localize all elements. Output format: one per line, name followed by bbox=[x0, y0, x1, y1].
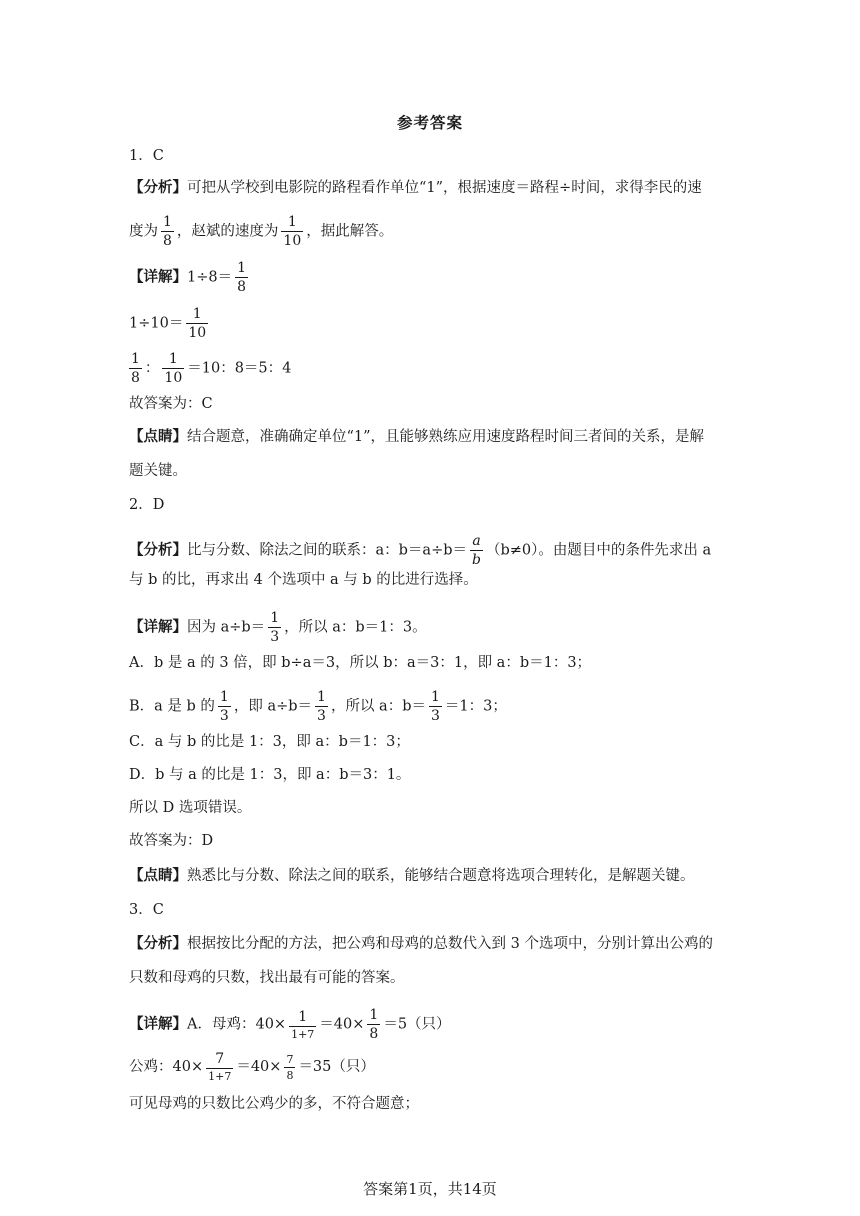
fraction: $\frac{1}{8}$ bbox=[131, 351, 140, 386]
fraction: $\frac{1}{10}$ bbox=[283, 214, 302, 249]
q2-option-a: A．b 是 a 的 3 倍，即 b÷a＝3，所以 b：a＝3：1，即 a：b＝1：3； bbox=[129, 655, 592, 671]
fraction: $\frac{a}{b}$ bbox=[472, 533, 481, 568]
fraction: $\frac{7}{1+7}$ bbox=[208, 1051, 232, 1083]
q3-detail-hen: 【详解】A．母鸡：40× $\frac{1}{1+7}$ ＝40× $\frac{1}{8}$ ＝5（只） bbox=[129, 1007, 451, 1042]
q2-analysis-line1: 【分析】比与分数、除法之间的联系：a：b＝a÷b＝ $\frac{a}{b}$ （b≠0）。由题目中的条件先求出 a bbox=[129, 533, 712, 568]
q1-comment-line1: 【点睛】结合题意，准确确定单位“1”，且能够熟练应用速度路程时间三者间的关系，是解 bbox=[129, 428, 705, 445]
q2-answer: 故答案为：D bbox=[129, 833, 214, 849]
q2-analysis-line2: 与 b 的比，再求出 4 个选项中 a 与 b 的比进行选择。 bbox=[129, 572, 478, 588]
q1-detail-line3: $\frac{1}{8}$ ： $\frac{1}{10}$ ＝10：8＝5：4 bbox=[131, 351, 292, 386]
q3-analysis-line1: 【分析】根据按比分配的方法，把公鸡和母鸡的总数代入到 3 个选项中，分别计算出公鸡的 bbox=[129, 935, 713, 952]
q3-heading: 3．C bbox=[129, 902, 164, 918]
fraction: $\frac{1}{3}$ bbox=[431, 689, 440, 724]
fraction: $\frac{7}{8}$ bbox=[286, 1052, 294, 1082]
q1-comment-line2: 题关键。 bbox=[129, 463, 187, 479]
q2-option-d: D．b 与 a 的比是 1：3，即 a：b＝3：1。 bbox=[129, 767, 411, 783]
q2-option-c: C．a 与 b 的比是 1：3，即 a：b＝1：3； bbox=[129, 734, 410, 750]
fraction: $\frac{1}{8}$ bbox=[237, 260, 247, 295]
q3-detail-rooster: 公鸡：40× $\frac{7}{1+7}$ ＝40× $\frac{7}{8}$ ＝35（只） bbox=[129, 1051, 375, 1083]
fraction: $\frac{1}{3}$ bbox=[317, 689, 326, 724]
detail-label: 【详解】 bbox=[129, 1015, 187, 1033]
q1-analysis-line1: 【分析】可把从学校到电影院的路程看作单位“1”，根据速度＝路程÷时间，求得李民的速 bbox=[129, 179, 702, 196]
detail-label: 【详解】 bbox=[129, 268, 187, 286]
q2-heading: 2．D bbox=[129, 497, 165, 513]
comment-label: 【点睛】 bbox=[129, 867, 187, 884]
q2-detail-line1: 【详解】因为 a÷b＝ $\frac{1}{3}$ ，所以 a：b＝1：3。 bbox=[129, 610, 427, 645]
q2-wrong-note: 所以 D 选项错误。 bbox=[129, 800, 252, 816]
page-footer: 答案第1页，共14页 bbox=[363, 1180, 497, 1198]
q1-analysis-line2: 度为 $\frac{1}{8}$ ，赵斌的速度为 $\frac{1}{10}$ ，据此解答。 bbox=[129, 214, 394, 249]
fraction: $\frac{1}{10}$ bbox=[164, 351, 183, 386]
comment-label: 【点睛】 bbox=[129, 428, 187, 445]
q3-analysis-line2: 只数和母鸡的只数，找出最有可能的答案。 bbox=[129, 970, 405, 986]
detail-label: 【详解】 bbox=[129, 618, 187, 636]
page-title: 参考答案 bbox=[396, 113, 463, 132]
q1-answer: 故答案为：C bbox=[129, 396, 213, 412]
analysis-label: 【分析】 bbox=[129, 179, 187, 196]
fraction: $\frac{1}{8}$ bbox=[369, 1007, 379, 1042]
fraction: $\frac{1}{3}$ bbox=[219, 689, 229, 724]
q2-comment: 【点睛】熟悉比与分数、除法之间的联系，能够结合题意将选项合理转化，是解题关键。 bbox=[129, 867, 695, 884]
analysis-label: 【分析】 bbox=[129, 935, 187, 952]
fraction: $\frac{1}{3}$ bbox=[270, 610, 280, 645]
analysis-label: 【分析】 bbox=[129, 541, 187, 559]
q1-detail-line2: 1÷10＝ $\frac{1}{10}$ bbox=[129, 306, 207, 341]
fraction: $\frac{1}{8}$ bbox=[163, 214, 172, 249]
q1-detail-line1: 【详解】1÷8＝ $\frac{1}{8}$ bbox=[129, 260, 247, 295]
q2-option-b: B．a 是 b 的 $\frac{1}{3}$ ，即 a÷b＝ $\frac{1}{3}$ ，所以 a：b＝ $\frac{1}{3}$ ＝1：3； bbox=[129, 689, 507, 724]
q3-conclusion: 可见母鸡的只数比公鸡少的多，不符合题意； bbox=[129, 1096, 419, 1112]
q1-heading: 1．C bbox=[129, 148, 164, 164]
fraction: $\frac{1}{1+7}$ bbox=[291, 1008, 315, 1041]
fraction: $\frac{1}{10}$ bbox=[188, 306, 207, 341]
